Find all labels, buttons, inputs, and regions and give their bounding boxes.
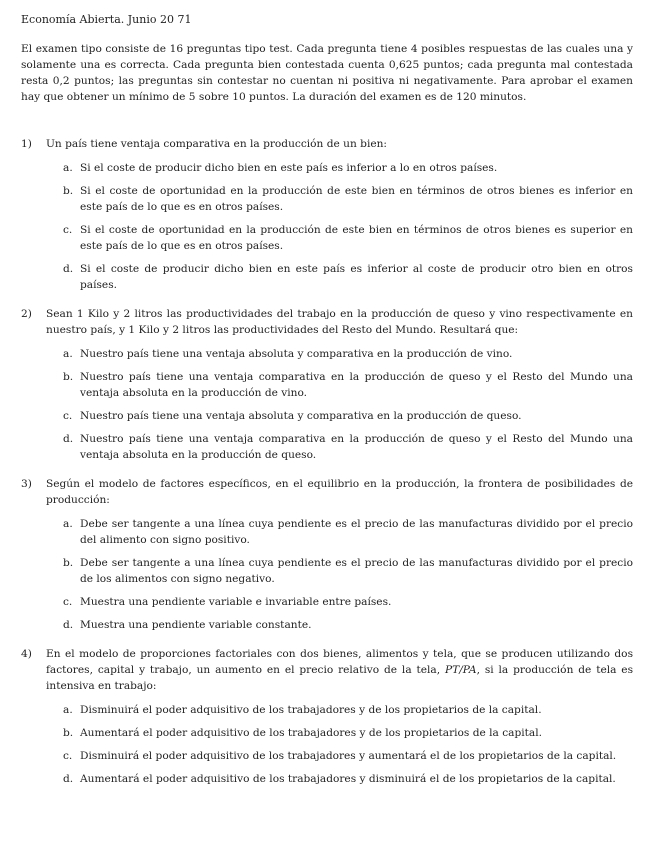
answer-options: [0, 346, 655, 463]
option-text: Disminuirá el poder adquisitivo de los trabajadores y de los propietarios de la capital.: [80, 704, 542, 716]
answer-option-c: [0, 748, 655, 764]
option-text: Aumentará el poder adquisitivo de los trabajadores y de los propietarios de la capital.: [80, 727, 542, 739]
option-text: Debe ser tangente a una línea cuya pendiente es el precio de las manufacturas dividido por el precio de los alimentos con signo negativo.: [80, 557, 633, 585]
answer-option-c: [0, 408, 655, 424]
answer-options: [0, 160, 655, 293]
answer-option-d: [0, 261, 655, 293]
question-text: Sean 1 Kilo y 2 litros las productividades del trabajo en la producción de queso y vino respectivamente en nuestro país, y 1 Kilo y 2 litros las productividades del Resto del Mundo. Resultará que:: [46, 308, 633, 336]
option-text: Si el coste de oportunidad en la producción de este bien en términos de otros bienes es superior en este país de lo que es en otros países.: [80, 224, 633, 252]
question-text: Según el modelo de factores específicos, en el equilibrio en la producción, la frontera de posibilidades de producción:: [46, 478, 633, 506]
option-text: Nuestro país tiene una ventaja comparativa en la producción de queso y el Resto del Mundo una ventaja absoluta en la producción de queso.: [80, 433, 633, 461]
answer-option-a: [0, 516, 655, 548]
answer-option-b: [0, 183, 655, 215]
option-text: Si el coste de producir dicho bien en este país es inferior a lo en otros países.: [80, 162, 498, 174]
option-text: Muestra una pendiente variable constante.: [80, 619, 312, 631]
answer-option-d: [0, 617, 655, 633]
option-letter: a.: [63, 704, 73, 716]
option-letter: c.: [63, 596, 73, 608]
question-2: [0, 306, 655, 463]
question-number: 4): [21, 648, 32, 660]
answer-option-a: [0, 160, 655, 176]
option-text: Si el coste de producir dicho bien en este país es inferior al coste de producir otro bien en otros países.: [80, 263, 633, 291]
question-4: [0, 646, 655, 787]
option-letter: c.: [63, 750, 73, 762]
question-stem: [0, 476, 655, 508]
answer-option-a: [0, 702, 655, 718]
question-text-after: , si la producción de tela es intensiva en trabajo:: [46, 664, 634, 692]
option-letter: b.: [63, 727, 74, 739]
option-text: Muestra una pendiente variable e invariable entre países.: [80, 596, 392, 608]
option-text: Nuestro país tiene una ventaja comparativa en la producción de queso y el Resto del Mundo una ventaja absoluta en la producción de vino.: [80, 371, 633, 399]
answer-option-b: [0, 725, 655, 741]
answer-options: [0, 702, 655, 787]
answer-option-b: [0, 555, 655, 587]
exam-title: Economía Abierta. Junio 20 71: [21, 13, 192, 26]
question-number: 1): [21, 138, 32, 150]
question-text: Un país tiene ventaja comparativa en la producción de un bien:: [46, 138, 387, 150]
answer-options: [0, 516, 655, 633]
option-letter: d.: [63, 773, 74, 785]
question-1: [0, 136, 655, 293]
question-stem: [0, 646, 655, 694]
question-number: 3): [21, 478, 32, 490]
price-ratio-formula: PT/PA: [445, 664, 477, 676]
option-text: Aumentará el poder adquisitivo de los trabajadores y disminuirá el de los propietarios de la capital.: [80, 773, 616, 785]
question-list: [0, 136, 655, 800]
option-letter: d.: [63, 619, 74, 631]
option-text: Nuestro país tiene una ventaja absoluta y comparativa en la producción de vino.: [80, 348, 513, 360]
option-letter: d.: [63, 263, 74, 275]
option-letter: b.: [63, 557, 74, 569]
option-text: Nuestro país tiene una ventaja absoluta y comparativa en la producción de queso.: [80, 410, 522, 422]
answer-option-c: [0, 594, 655, 610]
answer-option-b: [0, 369, 655, 401]
option-letter: a.: [63, 162, 73, 174]
option-text: Si el coste de oportunidad en la producción de este bien en términos de otros bienes es inferior en este país de lo que es en otros países.: [80, 185, 633, 213]
answer-option-d: [0, 771, 655, 787]
exam-instructions: El examen tipo consiste de 16 preguntas tipo test. Cada pregunta tiene 4 posibles respuestas de las cuales una y solamente una es correcta. Cada pregunta bien contestada cuenta 0,625 puntos; cada pregunta mal contestada resta 0,2 puntos; las preguntas sin contestar no cuentan ni positiva ni negativamente. Para aprobar el examen hay que obtener un mínimo de 5 sobre 10 puntos. La duración del examen es de 120 minutos.: [21, 43, 633, 103]
question-stem: [0, 136, 655, 152]
option-letter: a.: [63, 518, 73, 530]
option-letter: b.: [63, 185, 74, 197]
option-letter: d.: [63, 433, 74, 445]
option-letter: c.: [63, 224, 73, 236]
question-stem: [0, 306, 655, 338]
option-letter: c.: [63, 410, 73, 422]
option-letter: b.: [63, 371, 74, 383]
option-text: Disminuirá el poder adquisitivo de los trabajadores y aumentará el de los propietarios de la capital.: [80, 750, 617, 762]
question-text-before: En el modelo de proporciones factoriales con dos bienes, alimentos y tela, que se producen utilizando dos factores, capital y trabajo, un aumento en el precio relativo de la tela,: [46, 648, 633, 676]
answer-option-c: [0, 222, 655, 254]
option-text: Debe ser tangente a una línea cuya pendiente es el precio de las manufacturas dividido por el precio del alimento con signo positivo.: [80, 518, 633, 546]
answer-option-a: [0, 346, 655, 362]
question-3: [0, 476, 655, 633]
question-number: 2): [21, 308, 32, 320]
answer-option-d: [0, 431, 655, 463]
option-letter: a.: [63, 348, 73, 360]
